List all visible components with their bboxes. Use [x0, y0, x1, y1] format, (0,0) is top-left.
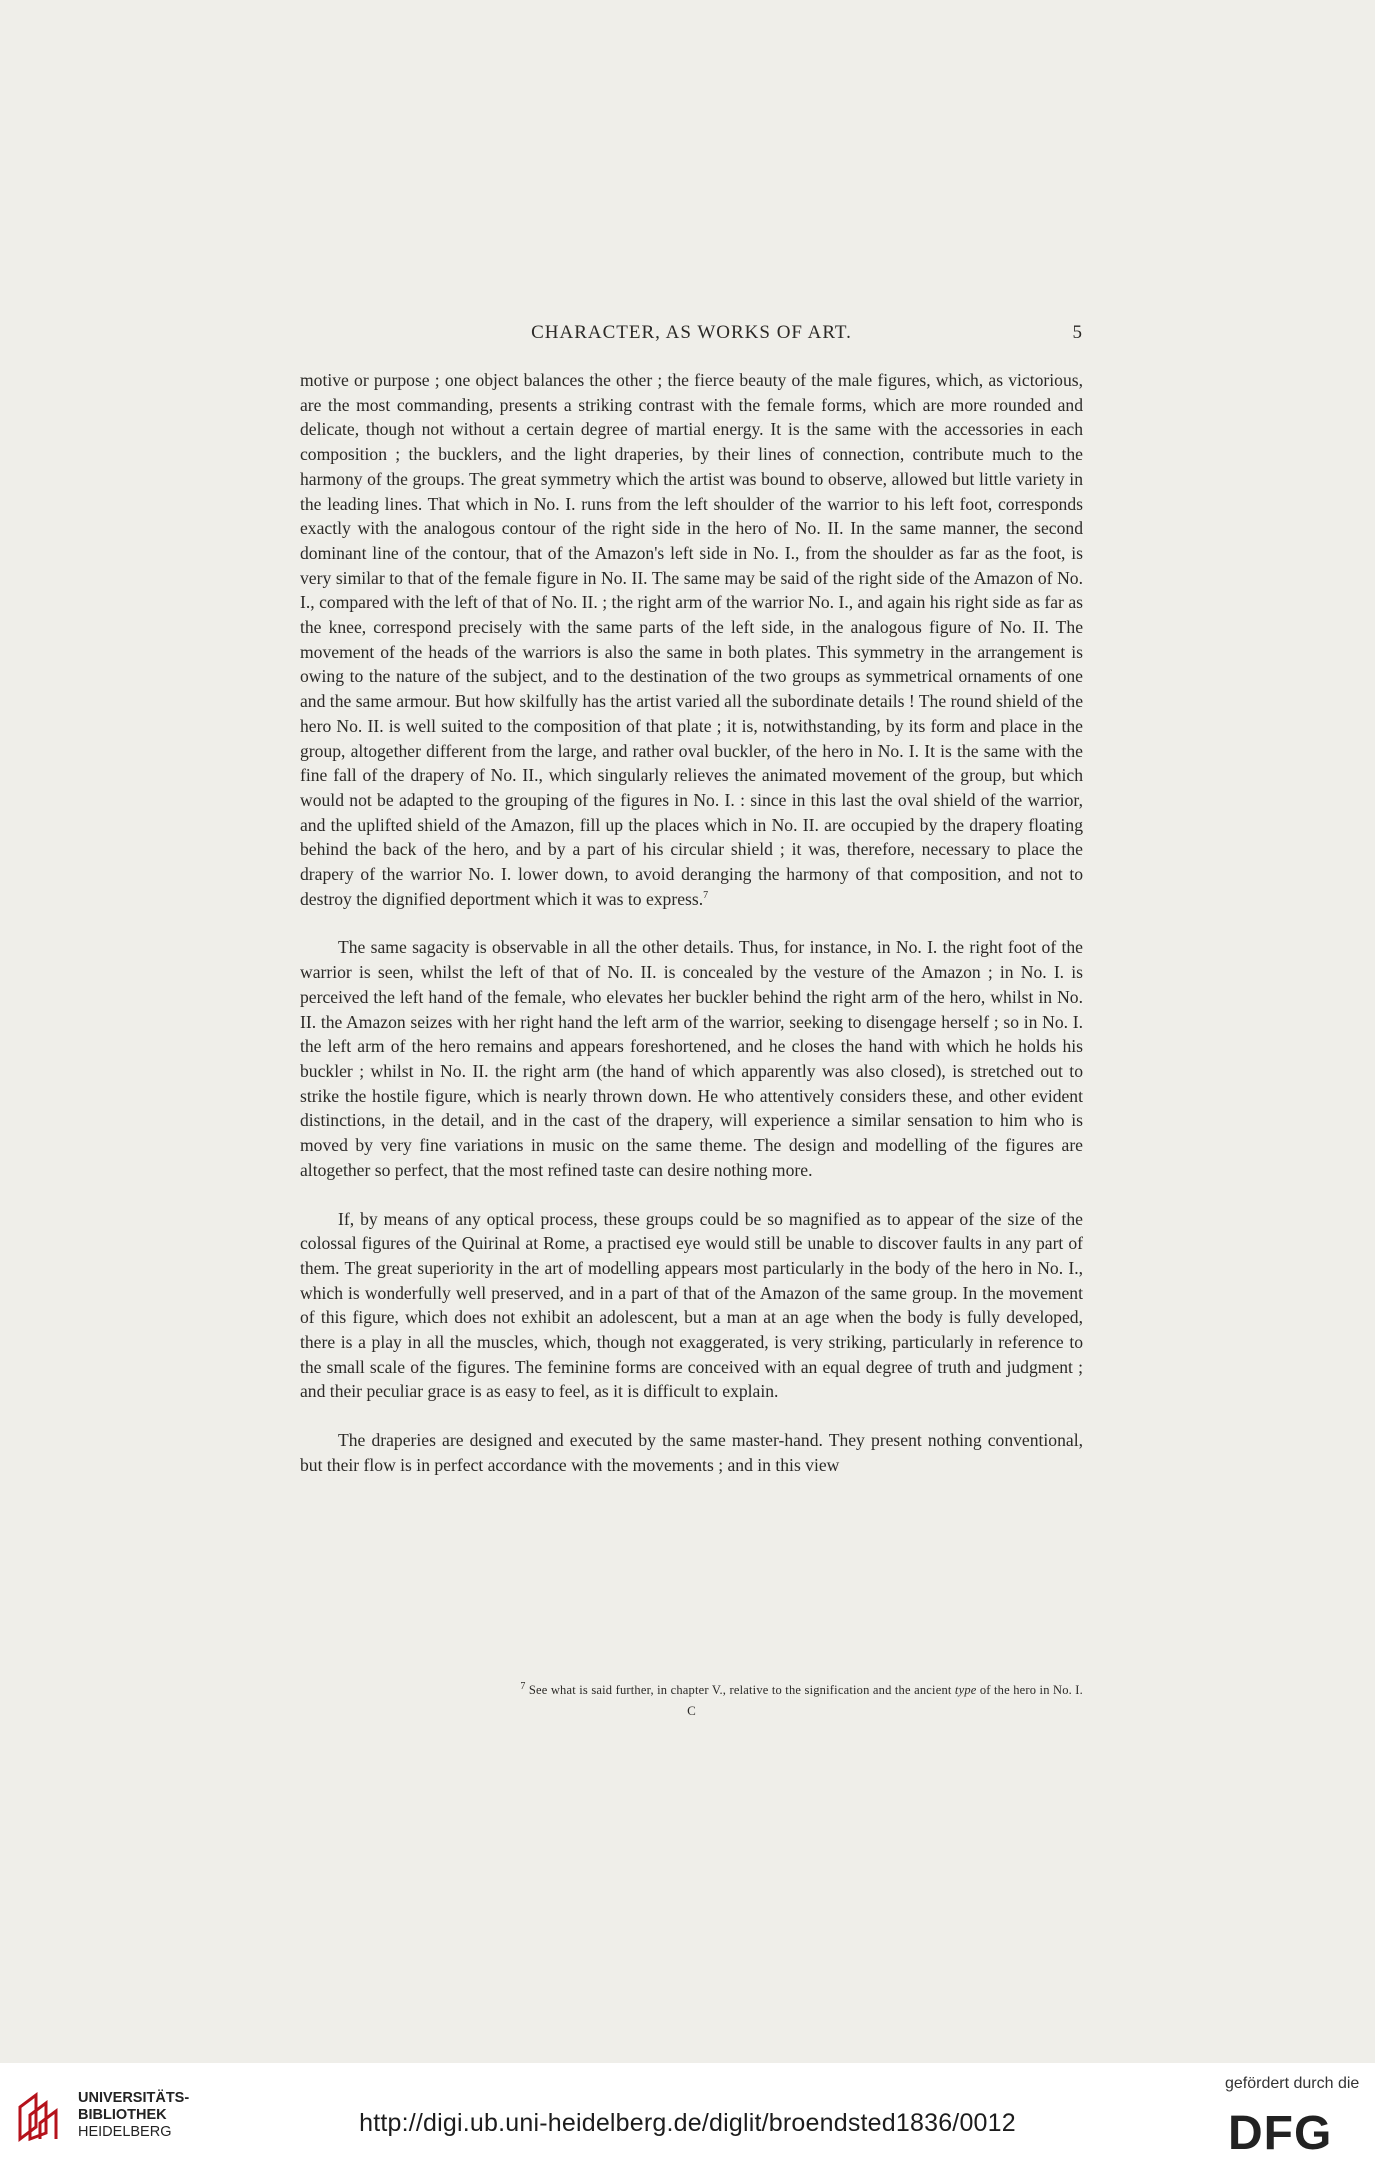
institution-line-1: UNIVERSITÄTS-: [78, 2090, 190, 2106]
footer-bar: [0, 2063, 1375, 2177]
dfg-logo-icon[interactable]: [1228, 2109, 1363, 2155]
institution-line-2: BIBLIOTHEK: [78, 2107, 167, 2123]
footnote-text-end: of the hero in No. I.: [979, 1683, 1083, 1697]
running-head: [300, 322, 1083, 350]
footnote: [300, 1680, 1083, 1698]
body-text: [300, 368, 1083, 1478]
footnote-italic: type: [954, 1683, 977, 1697]
signature-mark: C: [687, 1703, 696, 1718]
funding-label: gefördert durch die: [1225, 2075, 1360, 2092]
paragraph-2: The same sagacity is observable in all the other details. Thus, for instance, in No. I. the right foot of the warrior is seen, whilst the left of that of No. II. is concealed by the vesture of the Amazon ; in No. I. is perceived the left hand of the female, who elevates her buckler behind the right arm of the hero, whilst in No. II. the Amazon seizes with her right hand the left arm of the warrior, seeking to disengage herself ; so in No. I. the left arm of the hero remains and appears foreshortened, and he closes the hand with which he holds his buckler ; whilst in No. II. the right arm (the hand of which apparently was also closed), is stretched out to strike the hostile figure, which is nearly thrown down. He who attentively considers these, and other evident distinctions, in the detail, and in the cast of the drapery, will experience a similar sensation to him who is moved by very fine variations in music on the same theme. The design and modelling of the figures are altogether so perfect, that the most refined taste can desire nothing more.: [300, 937, 1083, 1180]
footnote-reference: 7: [703, 889, 709, 901]
paragraph-1: motive or purpose ; one object balances the other ; the fierce beauty of the male figures, which, as victorious, are the most commanding, presents a striking contrast with the female forms, which are more rounded and delicate, though not without a certain degree of martial energy. It is the same with the accessories in each composition ; the bucklers, and the light draperies, by their lines of connection, contribute much to the harmony of the groups. The great symmetry which the artist was bound to observe, allowed but little variety in the leading lines. That which in No. I. runs from the left shoulder of the warrior to his left foot, corresponds exactly with the analogous contour of the right side in the hero of No. II. In the same manner, the second dominant line of the contour, that of the Amazon's left side in No. I., from the shoulder as far as the foot, is very similar to that of the female figure in No. II. The same may be said of the right side of the Amazon of No. I., compared with the left of that of No. II. ; the right arm of the warrior No. I., and again his right side as far as the knee, correspond precisely with the same parts of the left side, in the analogous figure of No. II. The movement of the heads of the warriors is also the same in both plates. This symmetry in the arrangement is owing to the nature of the subject, and to the destination of the two groups as symmetrical ornaments of one and the same armour. But how skilfully has the artist varied all the subordinate details ! The round shield of the hero No. II. is well suited to the composition of that plate ; it is, notwithstanding, by its form and place in the group, altogether different from the large, and rather oval buckler, of the hero in No. I. It is the same with the fine fall of the drapery of No. II., which singularly relieves the animated movement of the group, but which would not be adapted to the grouping of the figures in No. I. : since in this last the oval shield of the warrior, and the uplifted shield of the Amazon, fill up the places which in No. II. are occupied by the drapery floating behind the back of the hero, and by a part of his circular shield ; it was, therefore, necessary to place the drapery of the warrior No. I. lower down, to avoid deranging the harmony of that composition, and not to destroy the dignified deportment which it was to express.$^7$: [300, 370, 1083, 909]
permalink-url[interactable]: http://digi.ub.uni-heidelberg.de/diglit/broendsted1836/0012: [359, 2109, 1016, 2137]
footnote-marker: 7: [520, 1680, 526, 1692]
paragraph-3: If, by means of any optical process, these groups could be so magnified as to appear of the size of the colossal figures of the Quirinal at Rome, a practised eye would still be unable to discover faults in any part of them. The great superiority in the art of modelling appears most particularly in the body of the hero in No. I., which is wonderfully well preserved, and in a part of that of the Amazon of the same group. In the movement of this figure, which does not exhibit an adolescent, but a man at an age when the body is fully developed, there is a play in all the muscles, which, though not exaggerated, is very striking, particularly in reference to the small scale of the figures. The feminine forms are conceived with an equal degree of truth and judgment ; and their peculiar grace is as easy to feel, as it is difficult to explain.: [300, 1208, 1083, 1402]
footnote-text: See what is said further, in chapter V., relative to the signification and the ancient: [528, 1683, 952, 1697]
institution-line-3: HEIDELBERG: [78, 2124, 172, 2140]
running-title: CHARACTER, AS WORKS OF ART.: [531, 322, 852, 343]
dfg-logo-text: DFG: [1228, 2109, 1333, 2155]
paragraph-4: The draperies are designed and executed by the same master-hand. They present nothing conventional, but their flow is in perfect accordance with the movements ; and in this view: [300, 1430, 1083, 1475]
page-number: 5: [1072, 322, 1083, 343]
